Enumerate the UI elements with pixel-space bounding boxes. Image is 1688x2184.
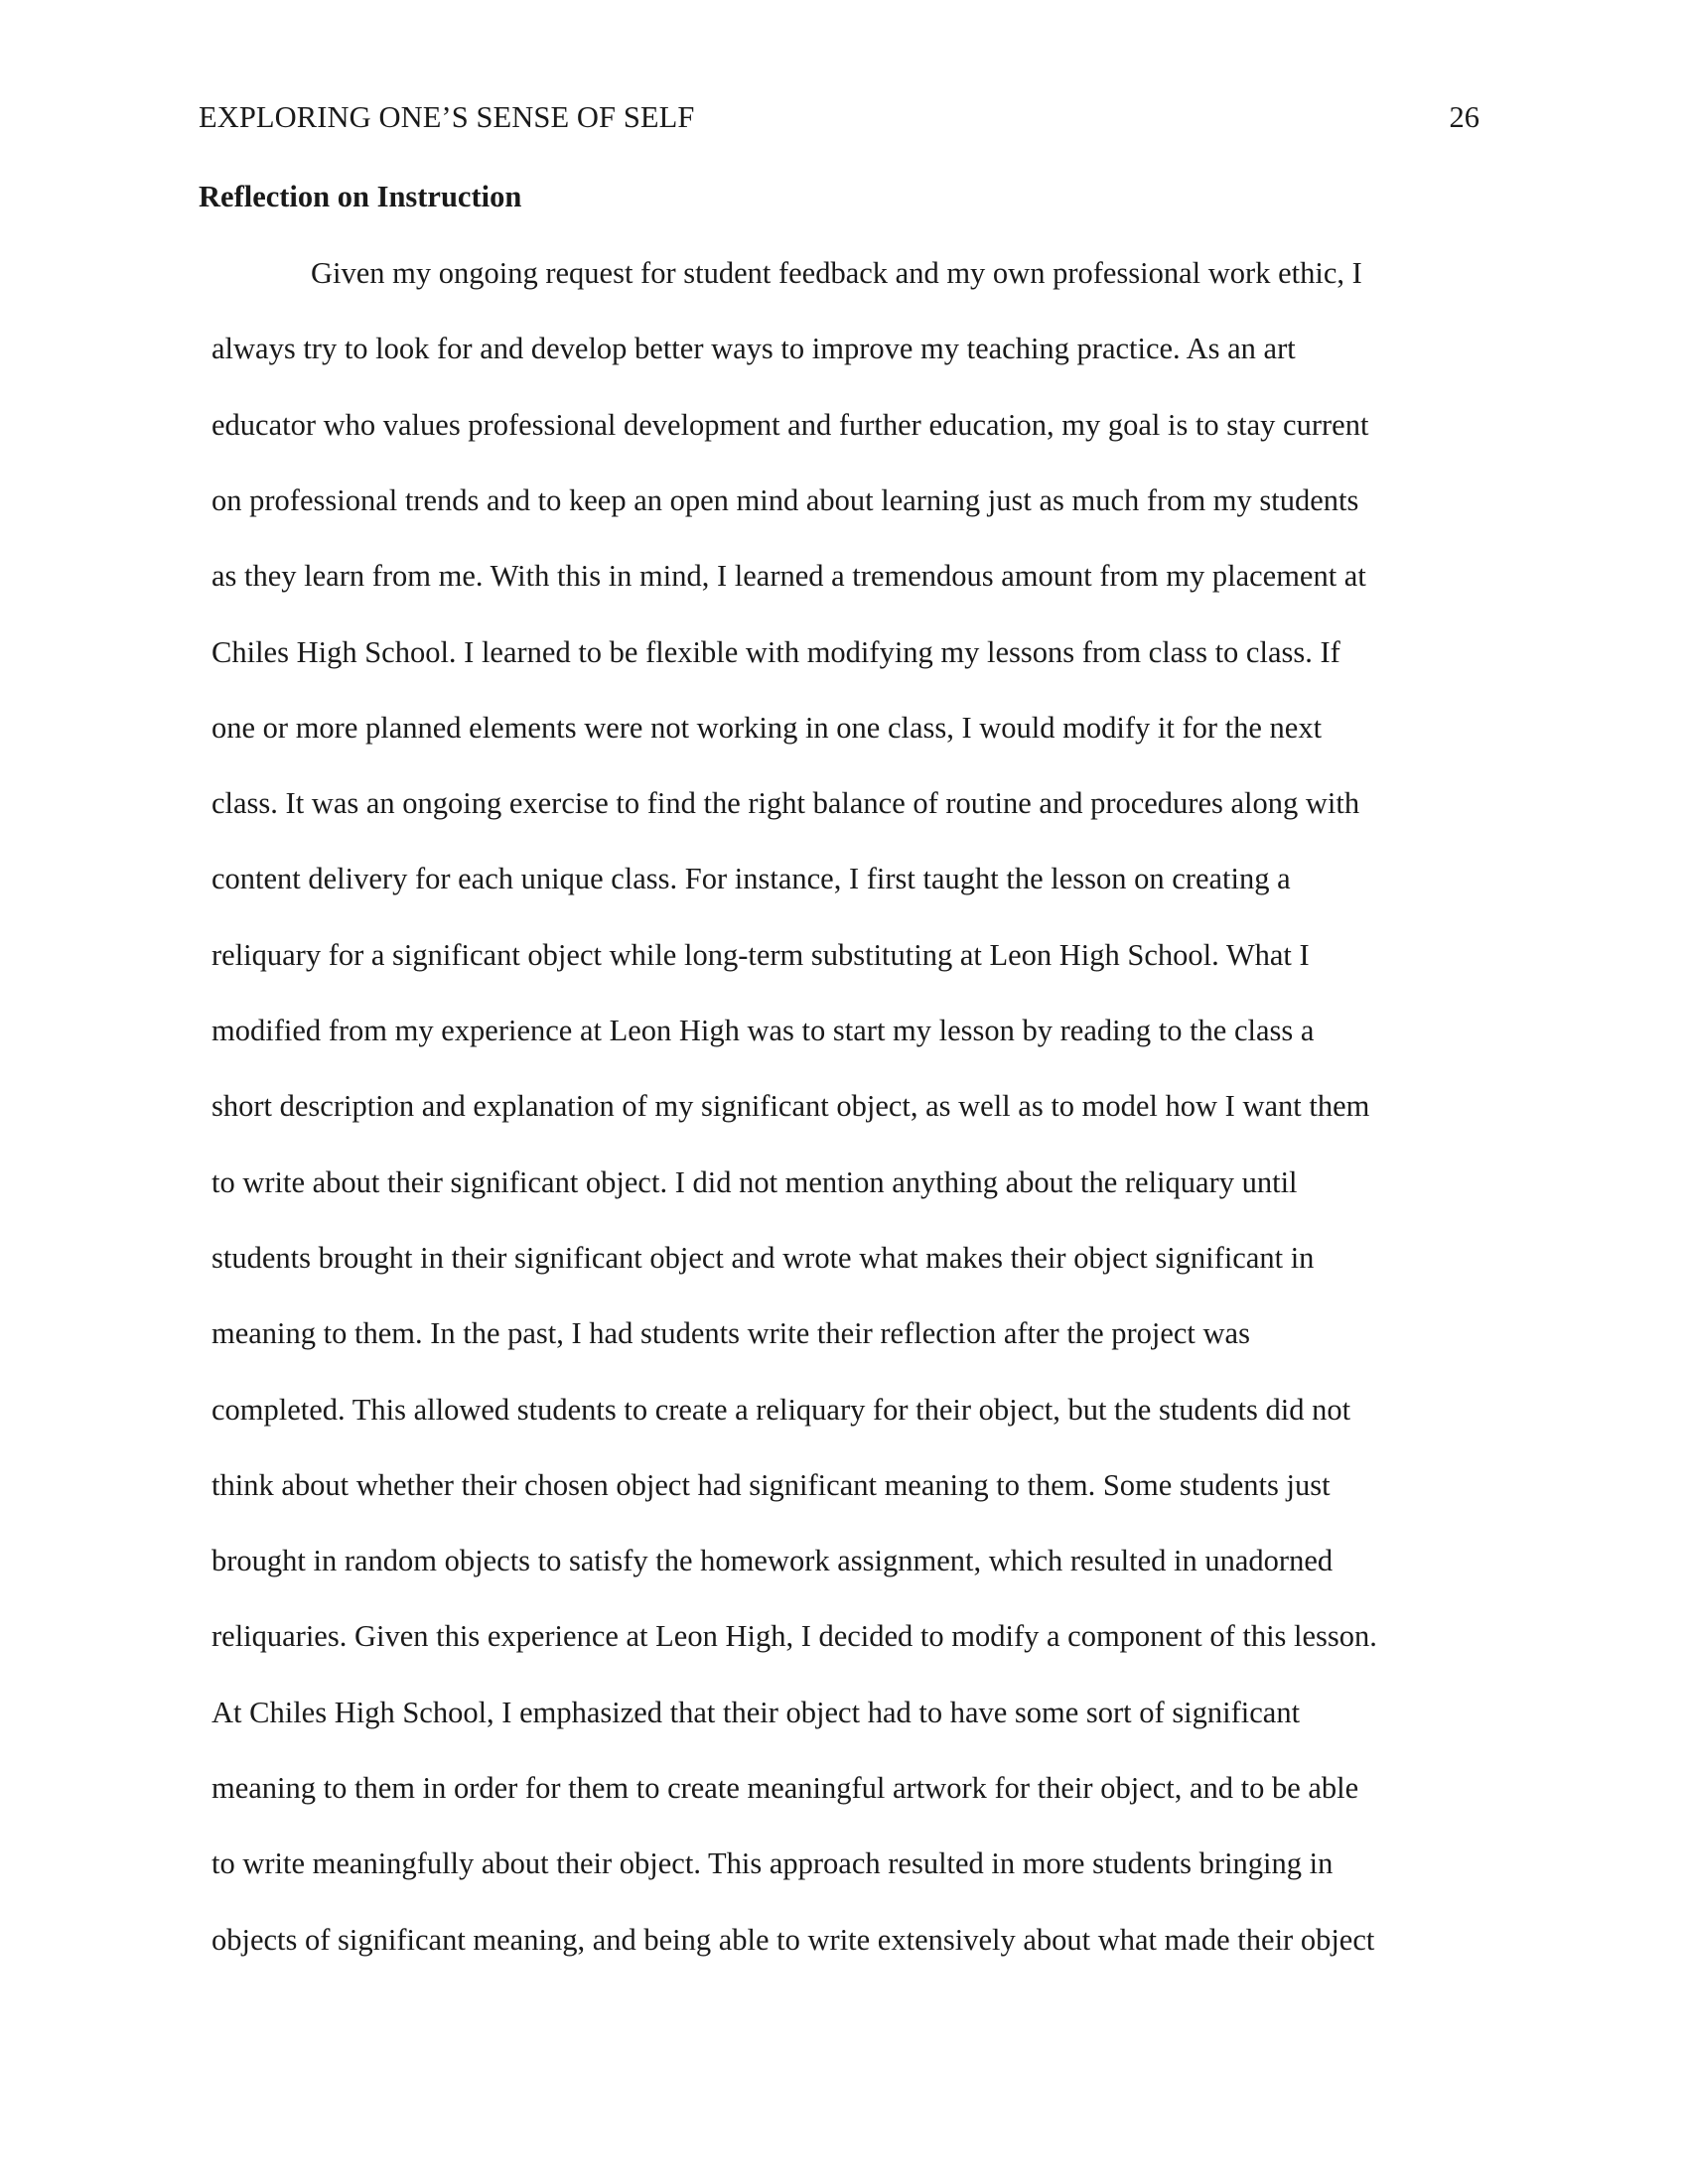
body-line: Given my ongoing request for student feedback and my own professional work ethic, I: [311, 256, 1362, 290]
body-line: as they learn from me. With this in mind, I learned a tremendous amount from my placement at: [211, 559, 1366, 594]
body-line: meaning to them in order for them to create meaningful artwork for their object, and to be able: [211, 1771, 1359, 1805]
body-line: completed. This allowed students to create a reliquary for their object, but the students did not: [211, 1392, 1351, 1427]
body-line: At Chiles High School, I emphasized that their object had to have some sort of significant: [211, 1695, 1301, 1729]
body-line: educator who values professional development and further education, my goal is to stay current: [211, 407, 1369, 442]
body-line: reliquary for a significant object while long-term substituting at Leon High School. What I: [211, 937, 1310, 972]
running-head: EXPLORING ONE’S SENSE OF SELF: [199, 100, 695, 134]
body-line: always try to look for and develop better ways to improve my teaching practice. As an art: [211, 332, 1296, 366]
body-line: brought in random objects to satisfy the homework assignment, which resulted in unadorned: [211, 1544, 1334, 1578]
body-line: Chiles High School. I learned to be flexible with modifying my lessons from class to class. If: [211, 634, 1340, 669]
body-line: class. It was an ongoing exercise to find the right balance of routine and procedures along with: [211, 786, 1360, 821]
body-line: objects of significant meaning, and being able to write extensively about what made their object: [211, 1922, 1375, 1957]
body-line: think about whether their chosen object had significant meaning to them. Some students just: [211, 1467, 1331, 1502]
body-line: students brought in their significant object and wrote what makes their object significant in: [211, 1240, 1315, 1275]
body-line: content delivery for each unique class. For instance, I first taught the lesson on creating a: [211, 862, 1291, 896]
body-line: meaning to them. In the past, I had students write their reflection after the project was: [211, 1316, 1250, 1351]
body-line: on professional trends and to keep an open mind about learning just as much from my students: [211, 482, 1359, 517]
section-heading: Reflection on Instruction: [199, 180, 522, 213]
page-number: 26: [1449, 100, 1479, 134]
body-line: to write about their significant object. I did not mention anything about the reliquary until: [211, 1164, 1298, 1199]
body-line: modified from my experience at Leon High was to start my lesson by reading to the class a: [211, 1014, 1315, 1047]
body-line: to write meaningfully about their object. This approach resulted in more students bringing in: [211, 1846, 1334, 1881]
body-line: reliquaries. Given this experience at Leon High, I decided to modify a component of this lesson.: [211, 1619, 1377, 1654]
body-line: short description and explanation of my significant object, as well as to model how I want them: [211, 1089, 1370, 1124]
body-line: one or more planned elements were not working in one class, I would modify it for the next: [211, 710, 1323, 745]
